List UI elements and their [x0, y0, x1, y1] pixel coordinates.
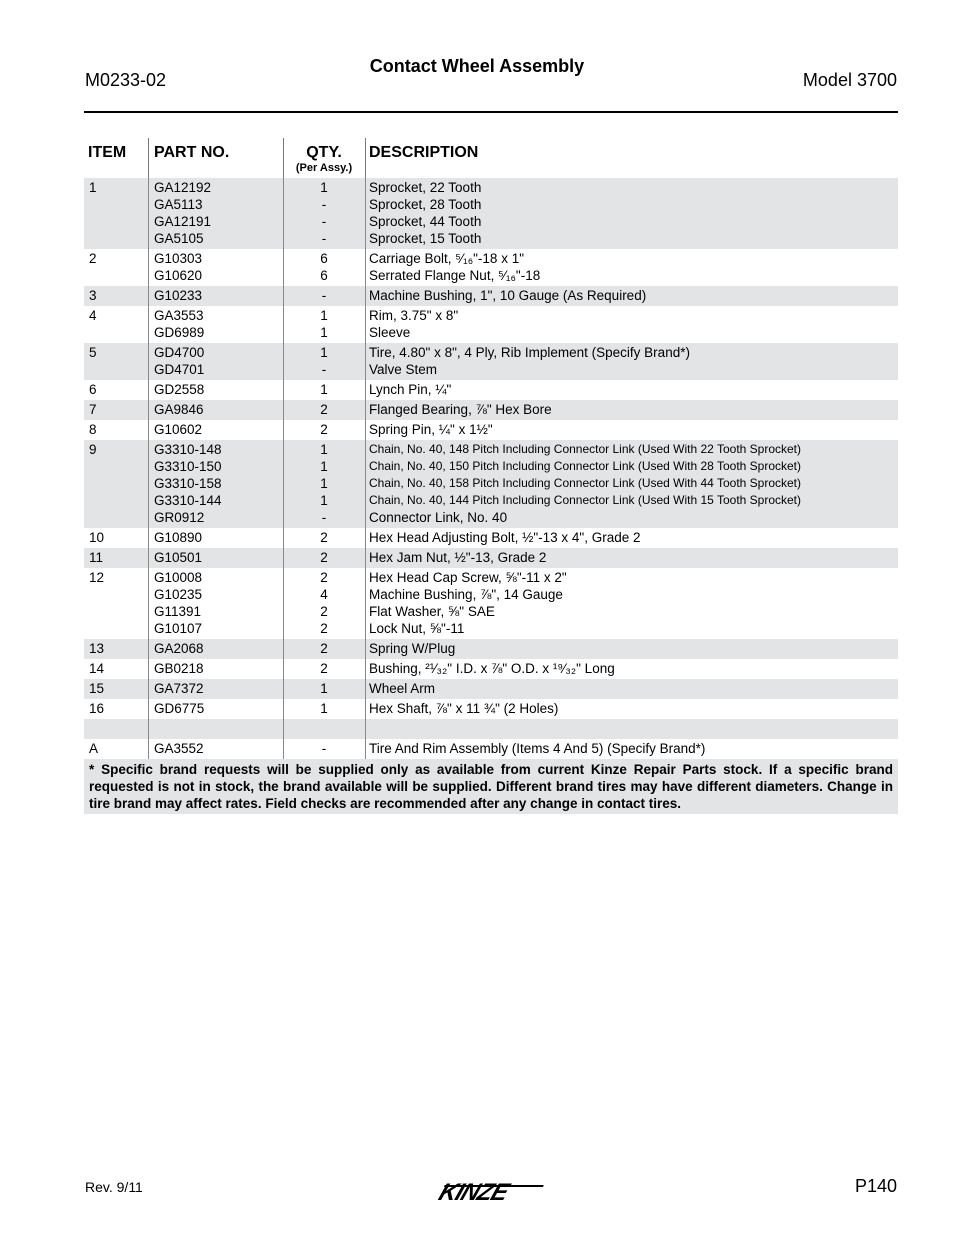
- col-divider: [283, 400, 284, 420]
- table-row: [84, 178, 898, 249]
- quantities: [284, 381, 364, 398]
- item-number-text: 14: [89, 661, 105, 676]
- part-numbers: [154, 740, 204, 757]
- description: Chain, No. 40, 144 Pitch Including Connector Link (Used With 15 Tooth Sprocket): [369, 493, 802, 507]
- quantity: 1: [320, 493, 328, 508]
- quantity: 2: [320, 530, 328, 545]
- part-number: GD4701: [154, 362, 205, 377]
- col-divider: [365, 528, 366, 548]
- part-number: G10890: [154, 530, 203, 545]
- footnote: * Specific brand requests will be supplied only as available from current Kinze Repair Parts stock. If a specific brand requested is not in stock, the brand available will be supplied. Different brand tires may have different diameters. Change in tire brand may affect rates. Field checks are recommended after any change in contact tires.: [84, 759, 898, 814]
- part-numbers: [154, 441, 222, 526]
- revision-label: Rev. 9/11: [85, 1179, 143, 1195]
- description: Spring Pin, ¼" x 1½": [369, 422, 493, 437]
- quantities: [284, 569, 364, 637]
- quantity: 6: [320, 251, 328, 266]
- quantities: [284, 720, 364, 737]
- item-number: [89, 549, 103, 566]
- descriptions: [369, 549, 546, 566]
- description: Serrated Flange Nut, ⁵⁄₁₆"-18: [369, 268, 541, 283]
- part-numbers: [154, 401, 204, 418]
- quantities: [284, 680, 364, 697]
- col-item-header: ITEM: [88, 144, 127, 161]
- quantities: [284, 660, 364, 677]
- item-number: [89, 179, 97, 196]
- quantity: 2: [320, 621, 328, 636]
- descriptions: [369, 344, 690, 378]
- col-divider: [365, 548, 366, 568]
- description: Chain, No. 40, 148 Pitch Including Connector Link (Used With 22 Tooth Sprocket): [369, 442, 802, 456]
- part-number: G10620: [154, 268, 203, 283]
- quantity: 1: [320, 476, 328, 491]
- col-divider: [148, 568, 149, 639]
- part-numbers: [154, 344, 204, 378]
- part-number: G10602: [154, 422, 203, 437]
- part-number: G3310-148: [154, 442, 222, 457]
- item-number-text: 3: [89, 288, 97, 303]
- item-number-text: A: [89, 741, 99, 756]
- col-divider: [148, 679, 149, 699]
- page-title: Contact Wheel Assembly: [369, 56, 585, 76]
- quantity: [284, 720, 364, 737]
- quantities: [284, 640, 364, 657]
- col-divider: [365, 286, 366, 306]
- description: Chain, No. 40, 158 Pitch Including Connector Link (Used With 44 Tooth Sprocket): [369, 476, 802, 490]
- quantities: [284, 344, 364, 378]
- model-label: Model 3700: [802, 70, 897, 90]
- descriptions: [369, 250, 540, 284]
- description: Flanged Bearing, ⅞" Hex Bore: [369, 402, 552, 417]
- col-divider: [365, 739, 366, 759]
- quantities: [284, 307, 364, 341]
- quantity: 2: [320, 661, 328, 676]
- col-divider: [365, 306, 366, 343]
- quantity: 1: [320, 325, 328, 340]
- col-divider: [365, 178, 366, 249]
- item-number-text: 1: [89, 180, 97, 195]
- part-numbers: [154, 640, 204, 657]
- part-number: G11391: [154, 604, 202, 619]
- table-row: [84, 699, 898, 719]
- col-divider: [283, 719, 284, 739]
- quantity: -: [321, 197, 327, 212]
- part-number: GA2068: [154, 641, 204, 656]
- description: Rim, 3.75" x 8": [369, 308, 459, 323]
- page-number: P140: [854, 1176, 897, 1196]
- quantity: 2: [320, 604, 328, 619]
- part-numbers: [154, 569, 202, 637]
- col-divider: [365, 420, 366, 440]
- quantity: 1: [320, 459, 328, 474]
- col-divider: [283, 440, 284, 528]
- item-number-text: 13: [89, 641, 105, 656]
- part-number: GA12192: [154, 180, 212, 195]
- descriptions: [369, 569, 567, 637]
- item-number-text: 4: [89, 308, 97, 323]
- col-divider: [283, 138, 284, 178]
- part-numbers: [154, 680, 204, 697]
- col-divider: [365, 679, 366, 699]
- quantity: -: [321, 741, 327, 756]
- description: Flat Washer, ⅝" SAE: [369, 604, 495, 619]
- part-numbers: [154, 421, 202, 438]
- description: Machine Bushing, 1", 10 Gauge (As Required): [369, 288, 647, 303]
- quantity: 4: [320, 587, 328, 602]
- col-divider: [365, 138, 366, 178]
- description: Lock Nut, ⅝"-11: [369, 621, 465, 636]
- part-number: GA5113: [154, 197, 203, 212]
- part-number: G3310-150: [154, 459, 222, 474]
- descriptions: [369, 740, 705, 757]
- item-number: [89, 441, 97, 458]
- descriptions: [369, 179, 481, 247]
- quantity: 2: [320, 422, 328, 437]
- item-number: [89, 569, 104, 586]
- col-divider: [365, 440, 366, 528]
- descriptions: [369, 287, 646, 304]
- item-number: [89, 250, 97, 267]
- col-divider: [148, 400, 149, 420]
- col-qty-subheader: (Per Assy.): [295, 162, 353, 174]
- col-divider: [148, 440, 149, 528]
- col-divider: [148, 639, 149, 659]
- item-number: [89, 680, 104, 697]
- quantities: [284, 441, 364, 526]
- quantity: 1: [320, 345, 328, 360]
- table-row: [84, 548, 898, 568]
- table-row: [84, 400, 898, 420]
- description: Chain, No. 40, 150 Pitch Including Connector Link (Used With 28 Tooth Sprocket): [369, 459, 802, 473]
- quantity: 1: [320, 681, 328, 696]
- part-numbers: [154, 250, 202, 284]
- col-divider: [148, 528, 149, 548]
- description: Hex Head Adjusting Bolt, ½"-13 x 4", Grade 2: [369, 530, 641, 545]
- part-number: GD4700: [154, 345, 205, 360]
- item-number-text: 9: [89, 442, 97, 457]
- description: Sleeve: [369, 325, 411, 340]
- part-number: G10235: [154, 587, 203, 602]
- table-row: [84, 528, 898, 548]
- description: Tire, 4.80" x 8", 4 Ply, Rib Implement (Specify Brand*): [369, 345, 690, 360]
- quantities: [284, 740, 364, 757]
- descriptions: [369, 401, 552, 418]
- description: Sprocket, 22 Tooth: [369, 180, 482, 195]
- quantity: 2: [320, 402, 328, 417]
- item-number: [89, 740, 98, 757]
- item-number-text: 8: [89, 422, 97, 437]
- descriptions: [369, 529, 640, 546]
- quantities: [284, 179, 364, 247]
- quantity: 2: [320, 550, 328, 565]
- col-divider: [283, 679, 284, 699]
- description: Lynch Pin, ¼": [369, 382, 452, 397]
- item-number-text: 6: [89, 382, 97, 397]
- col-divider: [283, 286, 284, 306]
- description: Tire And Rim Assembly (Items 4 And 5) (Specify Brand*): [369, 741, 706, 756]
- table-body: [84, 178, 898, 759]
- part-number: G3310-144: [154, 493, 222, 508]
- quantities: [284, 549, 364, 566]
- table-row: [84, 249, 898, 286]
- parts-table: [84, 138, 898, 814]
- col-divider: [283, 639, 284, 659]
- quantity: 2: [320, 641, 328, 656]
- kinze-logo: [432, 1176, 550, 1211]
- col-divider: [283, 178, 284, 249]
- col-divider: [283, 249, 284, 286]
- quantity: 2: [320, 570, 328, 585]
- col-divider: [148, 286, 149, 306]
- part-numbers: [154, 660, 204, 677]
- item-number: [89, 307, 97, 324]
- description: Sprocket, 44 Tooth: [369, 214, 482, 229]
- descriptions: [369, 680, 435, 697]
- col-divider: [365, 400, 366, 420]
- col-divider: [283, 699, 284, 719]
- col-divider: [148, 548, 149, 568]
- description: Hex Head Cap Screw, ⅝"-11 x 2": [369, 570, 567, 585]
- item-number: [89, 287, 97, 304]
- table-header: [84, 138, 898, 178]
- col-divider: [365, 380, 366, 400]
- col-divider: [283, 380, 284, 400]
- col-divider: [283, 528, 284, 548]
- part-number: GR0912: [154, 510, 205, 525]
- part-numbers: [154, 529, 202, 546]
- part-numbers: [154, 381, 204, 398]
- item-number: [89, 381, 97, 398]
- description: Sprocket, 28 Tooth: [369, 197, 482, 212]
- col-divider: [148, 380, 149, 400]
- table-row: [84, 679, 898, 699]
- table-row: [84, 719, 898, 739]
- item-number-text: 16: [89, 701, 105, 716]
- svg-text:KINZE: KINZE: [435, 1179, 512, 1206]
- quantity: 6: [320, 268, 328, 283]
- part-number: G10233: [154, 288, 203, 303]
- quantities: [284, 401, 364, 418]
- col-divider: [148, 306, 149, 343]
- col-divider: [283, 739, 284, 759]
- description: Hex Jam Nut, ½"-13, Grade 2: [369, 550, 547, 565]
- part-number: GB0218: [154, 661, 204, 676]
- descriptions: [369, 421, 493, 438]
- col-divider: [283, 343, 284, 380]
- part-number: GA3552: [154, 741, 204, 756]
- col-divider: [365, 699, 366, 719]
- item-number-text: 5: [89, 345, 97, 360]
- col-divider: [365, 568, 366, 639]
- col-divider: [148, 739, 149, 759]
- col-divider: [148, 343, 149, 380]
- table-row: [84, 639, 898, 659]
- item-number: [89, 660, 104, 677]
- col-divider: [365, 343, 366, 380]
- descriptions: [369, 441, 801, 526]
- table-row: [84, 739, 898, 759]
- description: Carriage Bolt, ⁵⁄₁₆"-18 x 1": [369, 251, 524, 266]
- col-divider: [148, 659, 149, 679]
- table-row: [84, 343, 898, 380]
- item-number: [89, 529, 104, 546]
- part-numbers: [154, 700, 204, 717]
- quantity: 1: [320, 180, 328, 195]
- part-number: GA3553: [154, 308, 204, 323]
- quantity: -: [321, 288, 327, 303]
- table-row: [84, 306, 898, 343]
- part-number: G10303: [154, 251, 203, 266]
- description: Spring W/Plug: [369, 641, 456, 656]
- table-row: [84, 420, 898, 440]
- col-divider: [365, 659, 366, 679]
- item-number-text: 12: [89, 570, 105, 585]
- col-divider: [148, 138, 149, 178]
- item-number-text: 2: [89, 251, 97, 266]
- descriptions: [369, 307, 458, 341]
- col-divider: [283, 306, 284, 343]
- quantity: -: [321, 214, 327, 229]
- doc-number: M0233-02: [85, 70, 167, 90]
- part-number: G10107: [154, 621, 203, 636]
- item-number-text: 7: [89, 402, 97, 417]
- quantity: 1: [320, 382, 328, 397]
- description: Machine Bushing, ⅞", 14 Gauge: [369, 587, 563, 602]
- part-number: GA12191: [154, 214, 212, 229]
- part-numbers: [154, 549, 202, 566]
- col-divider: [365, 719, 366, 739]
- col-desc-header: DESCRIPTION: [369, 144, 479, 161]
- part-numbers: [154, 179, 211, 247]
- part-number: GA7372: [154, 681, 204, 696]
- descriptions: [369, 700, 558, 717]
- description: Valve Stem: [369, 362, 438, 377]
- col-divider: [283, 420, 284, 440]
- quantity: 1: [320, 701, 328, 716]
- part-number: G10008: [154, 570, 203, 585]
- col-divider: [283, 568, 284, 639]
- part-number: GA5105: [154, 231, 204, 246]
- item-number-text: 11: [89, 550, 104, 565]
- item-number: [89, 401, 97, 418]
- table-row: [84, 659, 898, 679]
- quantity: 1: [320, 308, 328, 323]
- col-divider: [365, 639, 366, 659]
- part-number: GD6775: [154, 701, 205, 716]
- part-number: GD2558: [154, 382, 205, 397]
- quantity: 1: [320, 442, 328, 457]
- table-row: [84, 286, 898, 306]
- item-number: [89, 421, 97, 438]
- description: Bushing, ²¹⁄₃₂" I.D. x ⅞" O.D. x ¹⁹⁄₃₂" Long: [369, 661, 615, 676]
- item-number: [89, 344, 97, 361]
- quantities: [284, 287, 364, 304]
- part-numbers: [154, 287, 202, 304]
- table-row: [84, 380, 898, 400]
- quantity: -: [321, 362, 327, 377]
- quantity: -: [321, 231, 327, 246]
- col-divider: [148, 699, 149, 719]
- description: Hex Shaft, ⅞" x 11 ¾" (2 Holes): [369, 701, 559, 716]
- part-number: G3310-158: [154, 476, 222, 491]
- col-divider: [148, 420, 149, 440]
- quantities: [284, 529, 364, 546]
- table-row: [84, 568, 898, 639]
- item-number: [89, 700, 104, 717]
- descriptions: [369, 381, 451, 398]
- col-qty-header: QTY.: [306, 144, 342, 161]
- part-number: GA9846: [154, 402, 204, 417]
- description: Wheel Arm: [369, 681, 436, 696]
- table-row: [84, 440, 898, 528]
- descriptions: [369, 660, 615, 677]
- description: Connector Link, No. 40: [369, 510, 508, 525]
- item-number-text: 15: [89, 681, 105, 696]
- header-rule: [84, 111, 898, 113]
- col-divider: [365, 249, 366, 286]
- quantities: [284, 250, 364, 284]
- descriptions: [369, 640, 455, 657]
- col-divider: [283, 548, 284, 568]
- col-divider: [148, 178, 149, 249]
- part-number: G10501: [154, 550, 203, 565]
- col-divider: [148, 719, 149, 739]
- item-number: [89, 640, 104, 657]
- part-numbers: [154, 307, 204, 341]
- description: Sprocket, 15 Tooth: [369, 231, 482, 246]
- quantities: [284, 700, 364, 717]
- quantity: -: [321, 510, 327, 525]
- col-divider: [148, 249, 149, 286]
- part-number: GD6989: [154, 325, 205, 340]
- col-divider: [283, 659, 284, 679]
- item-number-text: 10: [89, 530, 105, 545]
- quantities: [284, 421, 364, 438]
- col-part-header: PART NO.: [154, 144, 230, 161]
